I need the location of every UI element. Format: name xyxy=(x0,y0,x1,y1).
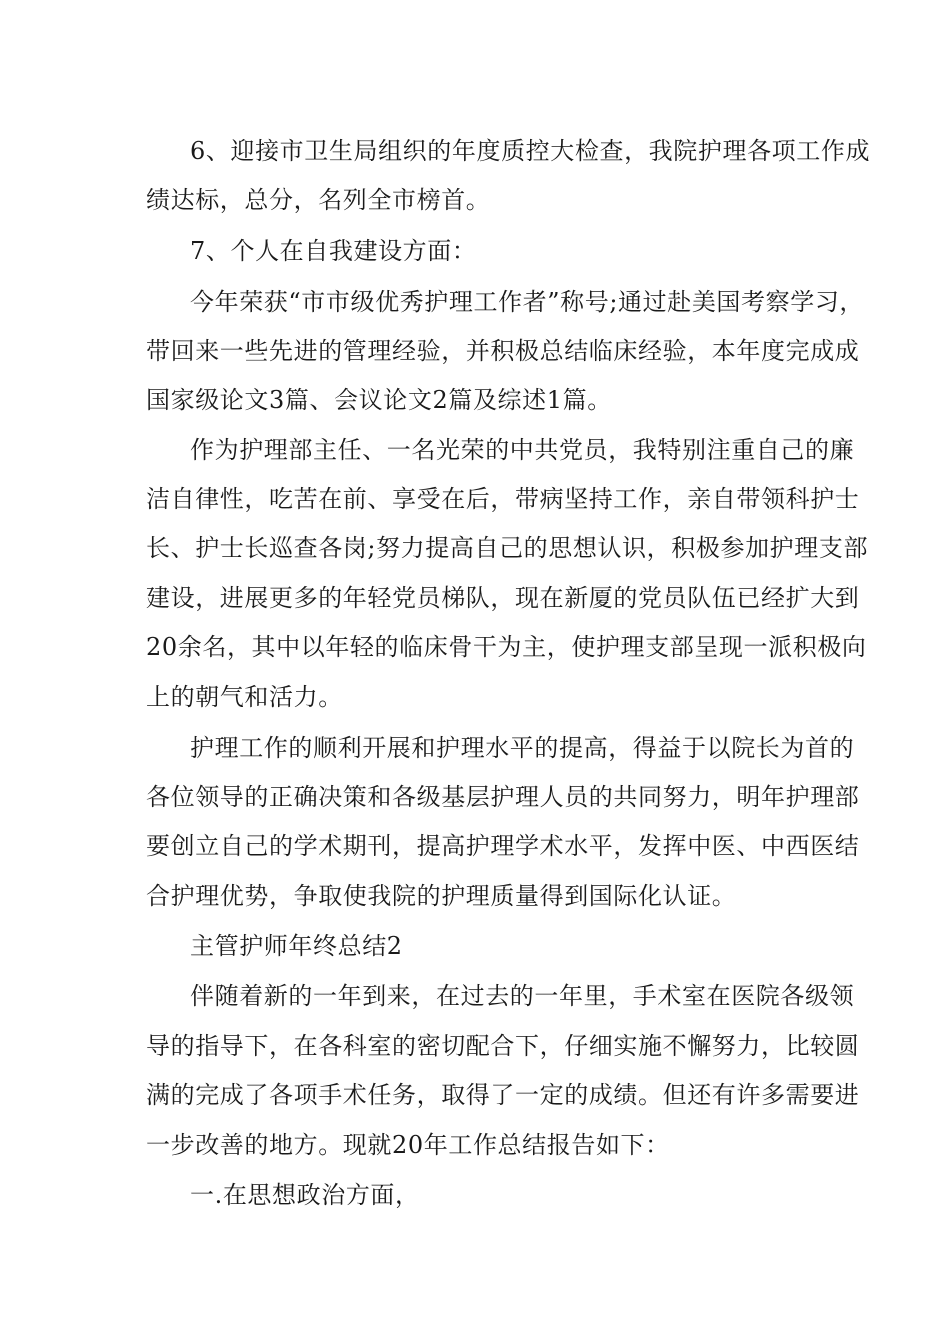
paragraph-party-line4: 建设，进展更多的年轻党员梯队，现在新厦的党员队伍已经扩大到 xyxy=(146,584,860,612)
paragraph-item6-line2: 绩达标，总分，名列全市榜首。 xyxy=(146,186,491,214)
paragraph-intro-line1: 伴随着新的一年到来，在过去的一年里，手术室在医院各级领 xyxy=(190,982,855,1010)
paragraph-item6-line1: 6、迎接市卫生局组织的年度质控大检查，我院护理各项工作成 xyxy=(190,137,871,165)
section-title: 主管护师年终总结2 xyxy=(190,932,403,960)
paragraph-party-line1: 作为护理部主任、一名光荣的中共党员，我特别注重自己的廉 xyxy=(190,436,855,464)
paragraph-outlook-line3: 要创立自己的学术期刊，提高护理学术水平，发挥中医、中西医结 xyxy=(146,832,860,860)
paragraph-award-line2: 带回来一些先进的管理经验，并积极总结临床经验，本年度完成成 xyxy=(146,337,860,365)
paragraph-outlook-line1: 护理工作的顺利开展和护理水平的提高，得益于以院长为首的 xyxy=(190,734,855,762)
paragraph-award-line1: 今年荣获“市市级优秀护理工作者”称号;通过赴美国考察学习， xyxy=(190,288,865,316)
paragraph-outlook-line4: 合护理优势，争取使我院的护理质量得到国际化认证。 xyxy=(146,882,737,910)
paragraph-party-line5: 20余名，其中以年轻的临床骨干为主，使护理支部呈现一派积极向 xyxy=(146,633,867,661)
paragraph-intro-line3: 满的完成了各项手术任务，取得了一定的成绩。但还有许多需要进 xyxy=(146,1081,860,1109)
paragraph-intro-line2: 导的指导下，在各科室的密切配合下，仔细实施不懈努力，比较圆 xyxy=(146,1032,860,1060)
paragraph-outlook-line2: 各位领导的正确决策和各级基层护理人员的共同努力，明年护理部 xyxy=(146,783,860,811)
paragraph-party-line6: 上的朝气和活力。 xyxy=(146,683,343,711)
heading-item7: 7、个人在自我建设方面： xyxy=(190,237,477,265)
paragraph-intro-line4: 一步改善的地方。现就20年工作总结报告如下： xyxy=(146,1131,670,1159)
subheading-politics: 一.在思想政治方面， xyxy=(190,1181,420,1209)
paragraph-award-line3: 国家级论文3篇、会议论文2篇及综述1篇。 xyxy=(146,386,612,414)
paragraph-party-line3: 长、护士长巡查各岗;努力提高自己的思想认识，积极参加护理支部 xyxy=(146,534,869,562)
paragraph-party-line2: 洁自律性，吃苦在前、享受在后，带病坚持工作，亲自带领科护士 xyxy=(146,485,860,513)
